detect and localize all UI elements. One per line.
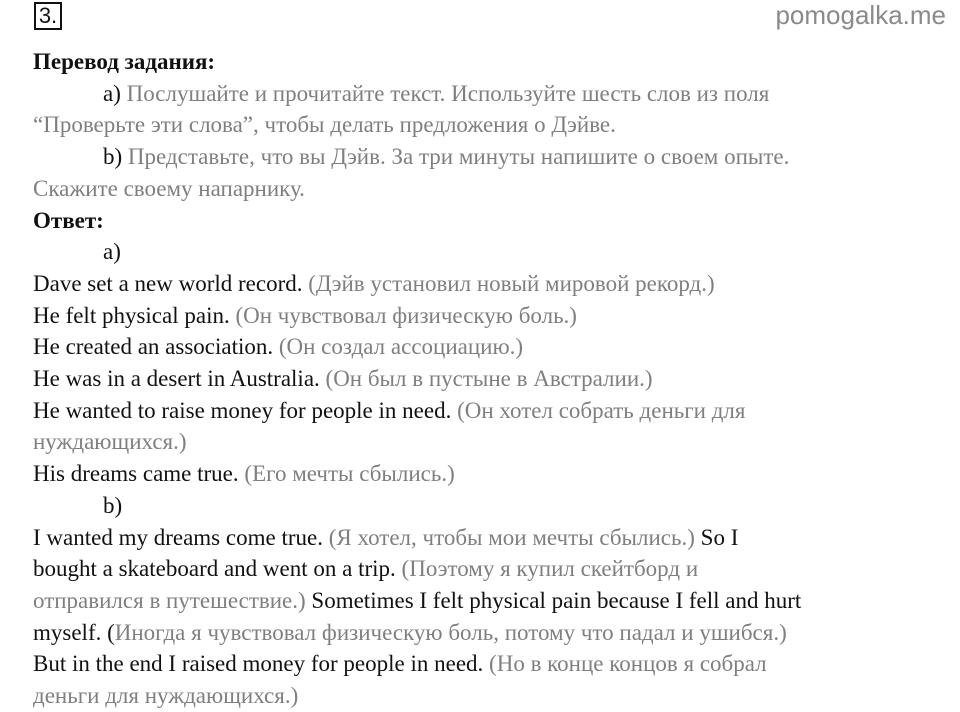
russian-text: (Он создал ассоциацию.) [278, 334, 524, 360]
item-label: а) [103, 239, 121, 265]
english-text: He wanted to raise money for people in need. [33, 397, 452, 423]
russian-text: (Он чувствовал физическую боль.) [235, 302, 577, 328]
russian-text: (Поэтому я купил скейтборд и [401, 556, 699, 582]
answer-sentence [33, 363, 943, 395]
answer-sentence [33, 395, 943, 427]
story-line [33, 617, 943, 649]
russian-text: (Он хотел собрать деньги для [457, 397, 746, 423]
english-text: He was in a desert in Australia. [33, 366, 320, 392]
english-text: bought a skateboard and went on a trip. [33, 556, 396, 582]
english-text: He created an association. [33, 334, 274, 360]
answer-sentence [33, 268, 943, 300]
english-text: Sometimes I felt physical pain because I fell and hurt [311, 587, 802, 613]
translation-text: Скажите своему напарнику. [33, 175, 305, 201]
story-line [33, 648, 943, 680]
english-text: myself. ( [33, 619, 115, 645]
item-label: b) [103, 492, 123, 518]
translation-text: Послушайте и прочитайте текст. Используйте шесть слов из поля [126, 80, 770, 106]
task-number-box: 3. [34, 2, 62, 30]
english-text: Dave set a new world record. [33, 270, 303, 296]
answer-sentence [33, 300, 943, 332]
russian-text: (Дэйв установил новый мировой рекорд.) [308, 270, 715, 296]
russian-text: отправился в путешествие.) [33, 587, 306, 613]
russian-text: деньги для нуждающихся.) [33, 683, 299, 709]
answer-sentence [33, 331, 943, 363]
translation-text: Представьте, что вы Дэйв. За три минуты напишите о своем опыте. [127, 144, 790, 170]
english-text: His dreams came true. [33, 461, 239, 487]
russian-text: (Его мечты сбылись.) [244, 461, 455, 487]
english-text: So I [700, 524, 739, 550]
item-label: а) [103, 80, 121, 106]
english-text: He felt physical pain. [33, 302, 230, 328]
russian-text: нуждающихся.) [33, 429, 187, 455]
russian-text: (Я хотел, чтобы мои мечты сбылись.) [328, 524, 695, 550]
item-label: b) [103, 144, 123, 170]
russian-text: (Но в конце концов я собрал [489, 651, 767, 677]
english-text: I wanted my dreams come true. [33, 524, 323, 550]
russian-text: (Он был в пустыне в Австралии.) [325, 366, 653, 392]
story-line [33, 522, 943, 554]
story-line [33, 585, 943, 617]
russian-text: Иногда я чувствовал физическую боль, потому что падал и ушибся.) [114, 619, 787, 645]
english-text: But in the end I raised money for people in need. [33, 651, 484, 677]
translation-text: “Проверьте эти слова”, чтобы делать предложения о Дэйве. [33, 112, 616, 138]
translation-a-line [33, 78, 943, 110]
document-body [33, 46, 943, 712]
story-line [33, 553, 943, 585]
translation-b-line [33, 141, 943, 173]
answer-sentence [33, 458, 943, 490]
site-watermark: pomogalka.me [775, 0, 946, 30]
translation-heading: Перевод задания: [33, 49, 216, 74]
answer-heading: Ответ: [33, 207, 104, 233]
